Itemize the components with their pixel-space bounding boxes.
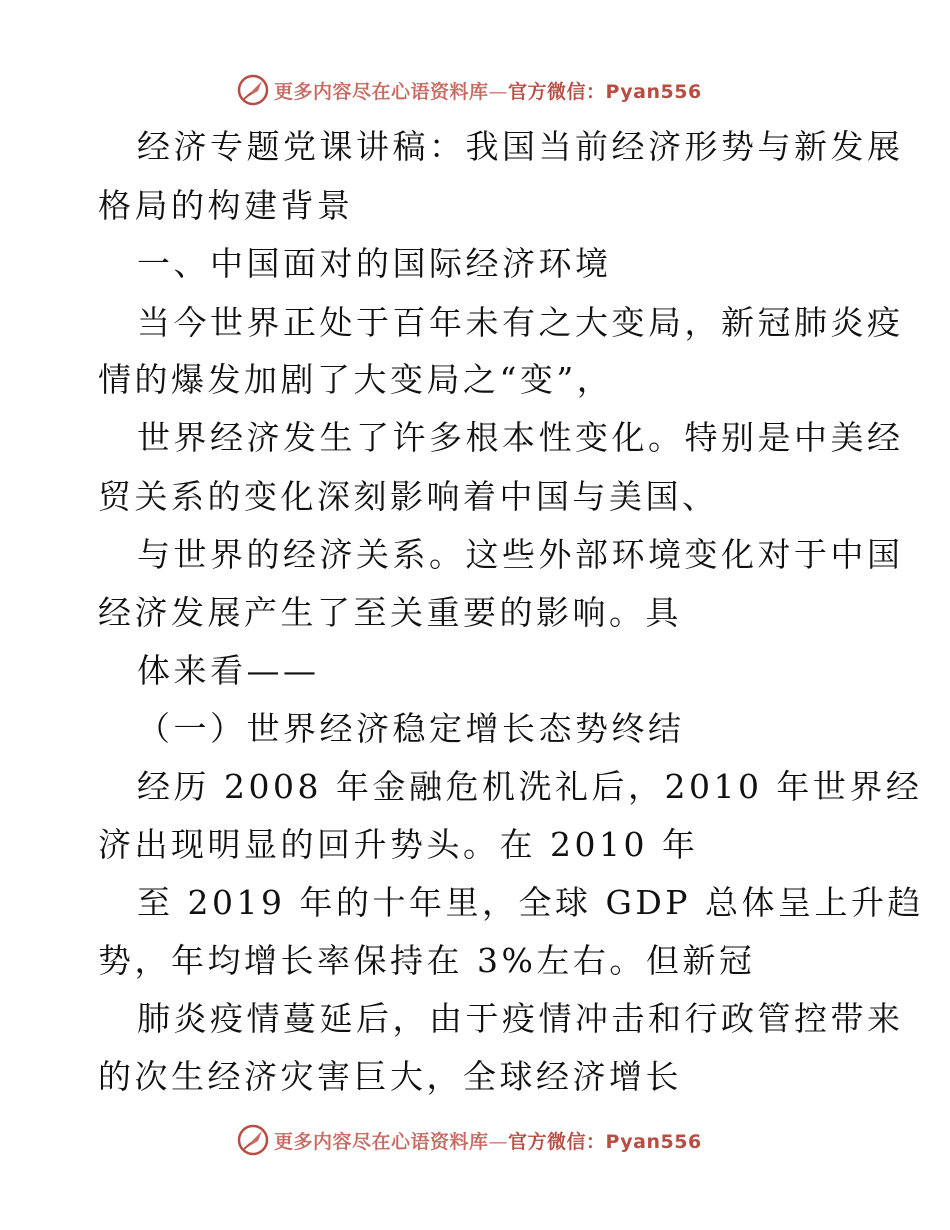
paragraph-line: 情的爆发加剧了大变局之“变”， [98,360,614,399]
title-line-2: 格局的构建背景 [98,186,354,225]
paragraph-line: 肺炎疫情蔓延后，由于疫情冲击和行政管控带来 [137,999,904,1038]
paragraph-line: 的次生经济灾害巨大，全球经济增长 [98,1057,682,1096]
watermark-site-text: 更多内容尽在心语资料库 [274,1130,489,1153]
paragraph-line: 与世界的经济关系。这些外部环境变化对于中国 [137,535,904,574]
quill-logo-icon [236,1123,270,1157]
paragraph-line: 至 2019 年的十年里，全球 GDP 总体呈上升趋 [137,883,924,922]
title-line-1: 经济专题党课讲稿：我国当前经济形势与新发展 [137,127,904,166]
paragraph-line: 济出现明显的回升势头。在 2010 年 [98,825,699,864]
watermark-contact-text: 官方微信：Pyan556 [508,80,702,103]
watermark-site-text: 更多内容尽在心语资料库 [274,80,489,103]
paragraph-line: 贸关系的变化深刻影响着中国与美国、 [98,477,719,516]
section-heading-1: 一、中国面对的国际经济环境 [137,244,612,283]
paragraph-line: 势，年均增长率保持在 3%左右。但新冠 [98,941,756,980]
subsection-heading-1: （一）世界经济稳定增长态势终结 [137,709,685,748]
watermark-contact-text: 官方微信：Pyan556 [508,1130,702,1153]
watermark-dash: — [488,80,509,103]
watermark-dash: — [488,1130,509,1153]
watermark-footer [236,1122,756,1158]
paragraph-line: 当今世界正处于百年未有之大变局，新冠肺炎疫 [137,303,904,342]
paragraph-line: 体来看—— [137,651,320,690]
paragraph-line: 世界经济发生了许多根本性变化。特别是中美经 [137,418,904,457]
paragraph-line: 经济发展产生了至关重要的影响。具 [98,593,682,632]
paragraph-line: 经历 2008 年金融危机洗礼后，2010 年世界经 [137,767,923,806]
